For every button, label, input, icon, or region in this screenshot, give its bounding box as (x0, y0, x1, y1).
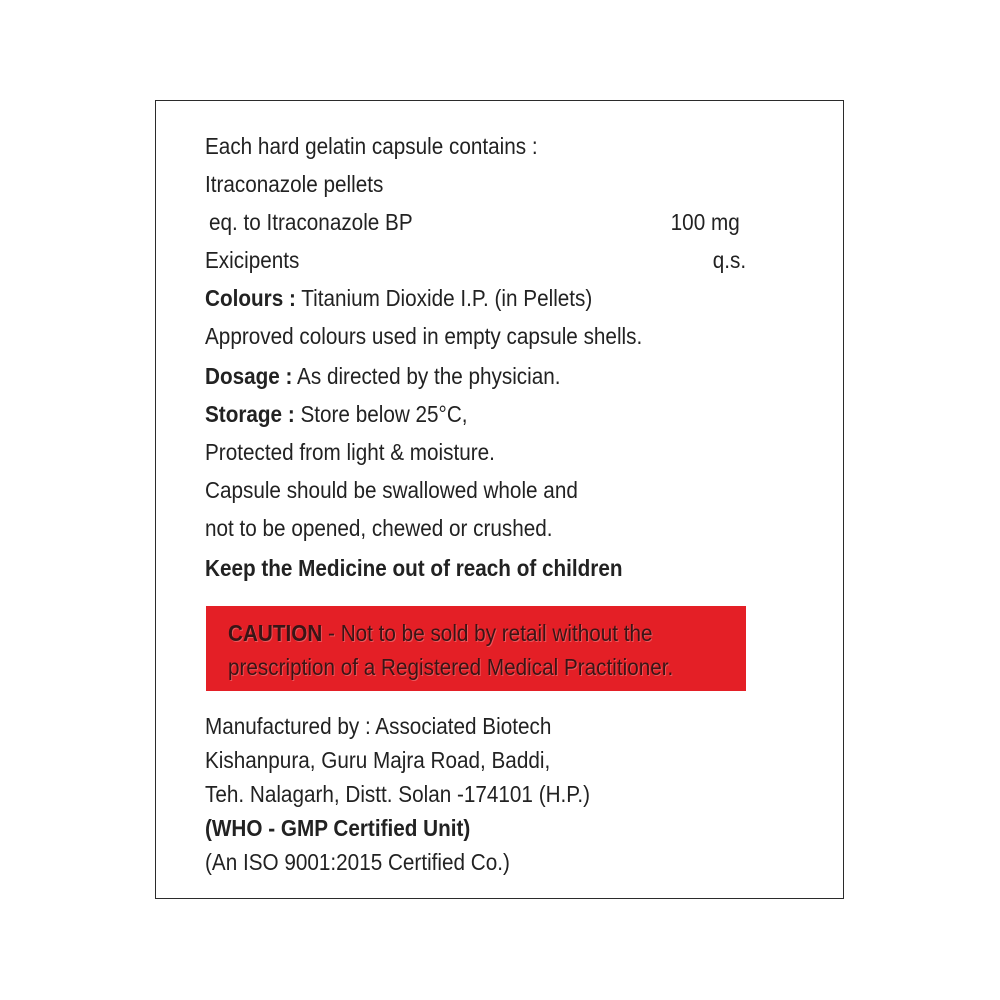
storage-condition: Protected from light & moisture. (205, 439, 495, 465)
colours-value: Titanium Dioxide I.P. (in Pellets) (295, 285, 593, 311)
dosage-label: Dosage : (205, 363, 293, 389)
colours-note: Approved colours used in empty capsule shells. (205, 323, 643, 349)
colours-line (205, 285, 592, 311)
equivalent-line: eq. to Itraconazole BP (209, 209, 413, 235)
gmp-certification: (WHO - GMP Certified Unit) (205, 815, 471, 841)
manufacturer-line: Manufactured by : Associated Biotech (205, 713, 552, 739)
dosage-value: As directed by the physician. (292, 363, 561, 389)
equivalent-amount: 100 mg (670, 209, 740, 235)
composition-header: Each hard gelatin capsule contains : (205, 133, 538, 159)
manufacturer-address-1: Kishanpura, Guru Majra Road, Baddi, (205, 747, 551, 773)
colours-label: Colours : (205, 285, 296, 311)
storage-line (205, 401, 468, 427)
excipients-amount: q.s. (712, 247, 746, 273)
ingredient-name: Itraconazole pellets (205, 171, 384, 197)
caution-line-2: prescription of a Registered Medical Practitioner. (228, 654, 674, 680)
caution-line-1 (228, 620, 653, 646)
instruction-line-2: not to be opened, chewed or crushed. (205, 515, 553, 541)
caution-text-1: - Not to be sold by retail without the (322, 620, 653, 646)
instruction-line-1: Capsule should be swallowed whole and (205, 477, 578, 503)
storage-label: Storage : (205, 401, 295, 427)
storage-value: Store below 25°C, (294, 401, 468, 427)
caution-box (206, 606, 746, 691)
medicine-label-panel (155, 100, 844, 899)
children-warning: Keep the Medicine out of reach of children (205, 555, 623, 581)
iso-certification: (An ISO 9001:2015 Certified Co.) (205, 849, 510, 875)
manufacturer-address-2: Teh. Nalagarh, Distt. Solan -174101 (H.P.) (205, 781, 591, 807)
excipients-line: Exicipents (205, 247, 300, 273)
caution-word: CAUTION (228, 620, 323, 646)
dosage-line (205, 363, 561, 389)
